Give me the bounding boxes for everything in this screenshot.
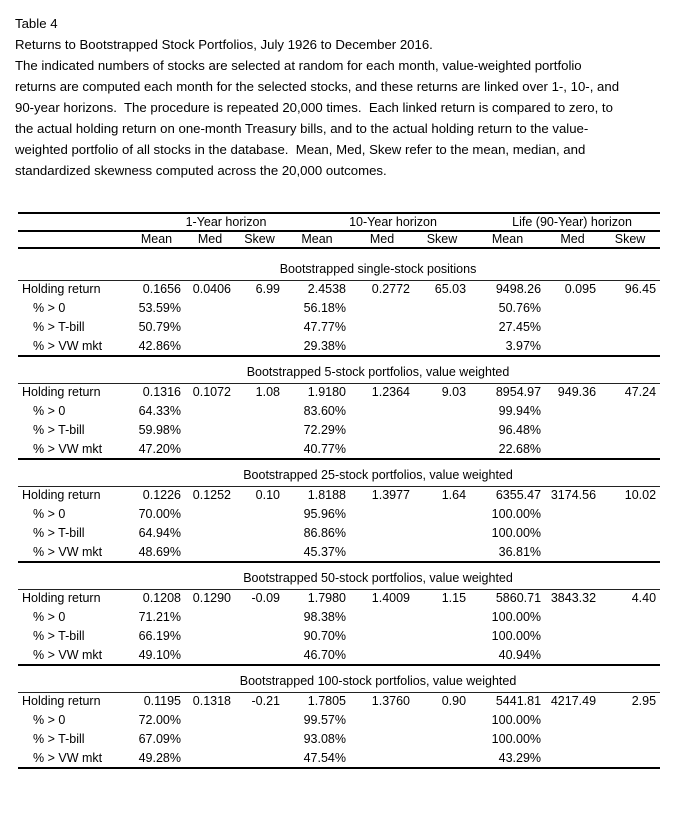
value-cell <box>185 318 235 337</box>
value-cell: 45.37% <box>284 543 350 562</box>
row-label: % > VW mkt <box>18 337 128 356</box>
section-title: Bootstrapped 100-stock portfolios, value weighted <box>18 672 660 692</box>
value-cell <box>545 627 600 646</box>
row-label: Holding return <box>22 385 101 400</box>
value-cell: 6.99 <box>255 282 280 297</box>
value-cell: 0.1656 <box>142 282 181 297</box>
value-cell: 65.03 <box>434 282 467 297</box>
row-label: % > 0 <box>33 301 66 315</box>
value-cell: 71.21% <box>138 610 181 624</box>
value-cell: 36.81% <box>470 543 545 562</box>
value-cell: 67.09% <box>138 732 181 746</box>
value-cell: 1.7980 <box>307 591 346 606</box>
row-label: % > VW mkt <box>18 749 128 768</box>
header-med-1yr: Med <box>185 231 235 248</box>
table-row <box>18 646 660 665</box>
value-cell <box>235 337 284 356</box>
value-cell <box>414 646 470 665</box>
row-label: % > 0 <box>33 404 66 418</box>
stat-header-row <box>18 231 660 248</box>
row-label: % > T-bill <box>33 423 85 437</box>
value-cell: 64.94% <box>138 526 181 540</box>
value-cell <box>235 730 284 749</box>
table-row <box>18 486 660 505</box>
value-cell <box>185 299 235 318</box>
section-spacer <box>18 356 660 363</box>
value-cell: 3843.32 <box>550 591 597 606</box>
value-cell <box>545 646 600 665</box>
value-cell: 100.00% <box>491 610 542 624</box>
value-cell <box>545 299 600 318</box>
value-cell <box>600 749 660 768</box>
value-cell: 83.60% <box>303 404 346 418</box>
value-cell <box>185 711 235 730</box>
table-row <box>18 711 660 730</box>
value-cell: 1.15 <box>441 591 467 606</box>
value-cell <box>545 730 600 749</box>
value-cell: 3174.56 <box>550 488 597 503</box>
value-cell: 47.20% <box>128 440 185 459</box>
value-cell: 50.76% <box>498 301 542 315</box>
table-row <box>18 318 660 337</box>
value-cell <box>600 608 660 627</box>
value-cell <box>545 543 600 562</box>
value-cell <box>600 505 660 524</box>
caption-line: the actual holding return on one-month Treasury bills, and to the actual holding return to the value- <box>15 121 589 136</box>
section-title: Bootstrapped 25-stock portfolios, value weighted <box>18 466 660 486</box>
value-cell <box>350 711 414 730</box>
table-row <box>18 627 660 646</box>
table-row <box>18 589 660 608</box>
row-label: % > T-bill <box>33 526 85 540</box>
section-title: Bootstrapped single-stock positions <box>18 260 660 280</box>
value-cell: 98.38% <box>303 610 346 624</box>
value-cell: 2.95 <box>631 694 657 709</box>
value-cell <box>185 505 235 524</box>
value-cell <box>414 749 470 768</box>
value-cell: 1.64 <box>441 488 467 503</box>
value-cell <box>414 402 470 421</box>
value-cell <box>350 440 414 459</box>
value-cell <box>600 299 660 318</box>
value-cell: 49.28% <box>128 749 185 768</box>
value-cell: 0.1226 <box>142 488 181 503</box>
value-cell: 40.77% <box>284 440 350 459</box>
row-label: % > 0 <box>33 610 66 624</box>
section-spacer <box>18 248 660 260</box>
value-cell <box>185 749 235 768</box>
caption-line: The indicated numbers of stocks are selected at random for each month, value-weighted portfolio <box>15 58 582 73</box>
value-cell <box>350 646 414 665</box>
value-cell <box>600 318 660 337</box>
value-cell: 100.00% <box>491 507 542 521</box>
value-cell: 0.1318 <box>192 694 231 709</box>
value-cell <box>545 608 600 627</box>
value-cell: 1.4009 <box>371 591 410 606</box>
value-cell <box>545 524 600 543</box>
value-cell <box>545 440 600 459</box>
row-label: % > T-bill <box>33 629 85 643</box>
row-label: % > 0 <box>33 507 66 521</box>
row-label: Holding return <box>22 591 101 606</box>
value-cell <box>185 646 235 665</box>
value-cell <box>235 711 284 730</box>
value-cell: 96.45 <box>624 282 657 297</box>
value-cell: 1.2364 <box>371 385 410 400</box>
table-caption <box>15 13 619 181</box>
value-cell <box>185 524 235 543</box>
value-cell <box>545 749 600 768</box>
value-cell <box>600 711 660 730</box>
value-cell: 96.48% <box>498 423 542 437</box>
table-row <box>18 730 660 749</box>
value-cell <box>600 646 660 665</box>
value-cell: 9498.26 <box>495 282 542 297</box>
section-title-row <box>18 260 660 280</box>
value-cell: 53.59% <box>138 301 181 315</box>
value-cell <box>545 402 600 421</box>
value-cell <box>600 543 660 562</box>
value-cell: 1.3977 <box>371 488 410 503</box>
table-title: Returns to Bootstrapped Stock Portfolios, July 1926 to December 2016. <box>15 37 433 52</box>
row-label: % > T-bill <box>33 320 85 334</box>
value-cell: 0.90 <box>441 694 467 709</box>
value-cell: 86.86% <box>303 526 346 540</box>
value-cell <box>414 299 470 318</box>
value-cell: 59.98% <box>138 423 181 437</box>
value-cell: 42.86% <box>128 337 185 356</box>
value-cell: 48.69% <box>128 543 185 562</box>
table-row <box>18 524 660 543</box>
value-cell <box>350 543 414 562</box>
value-cell <box>350 318 414 337</box>
value-cell <box>235 524 284 543</box>
value-cell <box>414 524 470 543</box>
value-cell: 0.0406 <box>192 282 231 297</box>
value-cell <box>185 337 235 356</box>
value-cell <box>350 299 414 318</box>
value-cell <box>235 646 284 665</box>
table-row <box>18 440 660 459</box>
value-cell: 10.02 <box>624 488 657 503</box>
value-cell <box>545 505 600 524</box>
value-cell: 46.70% <box>284 646 350 665</box>
value-cell: 5860.71 <box>495 591 542 606</box>
value-cell <box>414 318 470 337</box>
row-label: Holding return <box>22 488 101 503</box>
row-label: Holding return <box>22 282 101 297</box>
value-cell: 1.8188 <box>307 488 346 503</box>
value-cell <box>545 337 600 356</box>
row-label: % > VW mkt <box>18 440 128 459</box>
value-cell <box>545 711 600 730</box>
value-cell <box>350 627 414 646</box>
value-cell: 5441.81 <box>495 694 542 709</box>
value-cell: 93.08% <box>303 732 346 746</box>
value-cell <box>235 543 284 562</box>
value-cell <box>235 299 284 318</box>
value-cell: 47.24 <box>624 385 657 400</box>
value-cell <box>600 440 660 459</box>
value-cell: 99.94% <box>498 404 542 418</box>
row-label: % > 0 <box>33 713 66 727</box>
value-cell <box>414 337 470 356</box>
col-group-life: Life (90-Year) horizon <box>470 213 660 231</box>
value-cell <box>350 402 414 421</box>
section-title-row <box>18 466 660 486</box>
section-spacer <box>18 459 660 466</box>
value-cell: 949.36 <box>557 385 597 400</box>
value-cell <box>600 337 660 356</box>
value-cell: 64.33% <box>138 404 181 418</box>
caption-line: returns are computed each month for the selected stocks, and these returns are linked over 1-, 10-, and <box>15 79 620 94</box>
value-cell: 4.40 <box>631 591 657 606</box>
table-row <box>18 383 660 402</box>
row-label: Holding return <box>22 694 101 709</box>
value-cell <box>414 711 470 730</box>
value-cell: 8954.97 <box>495 385 542 400</box>
value-cell <box>350 730 414 749</box>
table-row <box>18 280 660 299</box>
value-cell <box>185 730 235 749</box>
table-row <box>18 299 660 318</box>
value-cell <box>235 749 284 768</box>
col-group-1-year: 1-Year horizon <box>128 213 284 231</box>
value-cell: 0.1316 <box>142 385 181 400</box>
table-number: Table 4 <box>15 16 58 31</box>
header-med-10yr: Med <box>350 231 414 248</box>
value-cell: 29.38% <box>284 337 350 356</box>
value-cell: 50.79% <box>138 320 181 334</box>
value-cell <box>414 608 470 627</box>
row-label: % > VW mkt <box>18 543 128 562</box>
value-cell <box>414 543 470 562</box>
section-spacer <box>18 562 660 569</box>
value-cell: 0.10 <box>255 488 280 503</box>
value-cell: 72.00% <box>138 713 181 727</box>
value-cell: 66.19% <box>138 629 181 643</box>
value-cell: 100.00% <box>491 629 542 643</box>
header-med-life: Med <box>545 231 600 248</box>
section-title-row <box>18 672 660 692</box>
value-cell: 47.54% <box>284 749 350 768</box>
value-cell <box>235 402 284 421</box>
returns-table <box>18 212 660 769</box>
value-cell: 1.3760 <box>371 694 410 709</box>
value-cell <box>600 524 660 543</box>
value-cell <box>600 627 660 646</box>
value-cell: 2.4538 <box>307 282 346 297</box>
section-title-row <box>18 569 660 589</box>
table-row <box>18 337 660 356</box>
value-cell: 0.095 <box>564 282 597 297</box>
table-row <box>18 402 660 421</box>
header-mean-life: Mean <box>470 231 545 248</box>
section-title-row <box>18 363 660 383</box>
value-cell: 0.2772 <box>371 282 410 297</box>
header-skew-life: Skew <box>600 231 660 248</box>
value-cell: 40.94% <box>470 646 545 665</box>
table-row <box>18 749 660 768</box>
row-label: % > T-bill <box>33 732 85 746</box>
value-cell: 4217.49 <box>550 694 597 709</box>
value-cell <box>235 505 284 524</box>
header-skew-1yr: Skew <box>235 231 284 248</box>
section-title: Bootstrapped 50-stock portfolios, value weighted <box>18 569 660 589</box>
value-cell: 0.1208 <box>142 591 181 606</box>
value-cell <box>185 608 235 627</box>
value-cell: 100.00% <box>491 713 542 727</box>
value-cell <box>414 440 470 459</box>
table-row <box>18 543 660 562</box>
col-group-10-year: 10-Year horizon <box>284 213 470 231</box>
value-cell: 0.1072 <box>192 385 231 400</box>
caption-line: weighted portfolio of all stocks in the database. Mean, Med, Skew refer to the mean, median, and <box>15 142 586 157</box>
value-cell: -0.09 <box>251 591 280 606</box>
value-cell <box>414 505 470 524</box>
value-cell <box>185 543 235 562</box>
table-row <box>18 505 660 524</box>
value-cell <box>235 608 284 627</box>
value-cell: 0.1252 <box>192 488 231 503</box>
caption-line: 90-year horizons. The procedure is repeated 20,000 times. Each linked return is compared to zero, to <box>15 100 613 115</box>
value-cell: 22.68% <box>470 440 545 459</box>
value-cell <box>414 730 470 749</box>
value-cell: 100.00% <box>491 732 542 746</box>
value-cell: 27.45% <box>498 320 542 334</box>
value-cell <box>185 627 235 646</box>
value-cell: 72.29% <box>303 423 346 437</box>
value-cell: 95.96% <box>303 507 346 521</box>
value-cell: 100.00% <box>491 526 542 540</box>
value-cell: 99.57% <box>303 713 346 727</box>
caption-line: standardized skewness computed across the 20,000 outcomes. <box>15 163 387 178</box>
value-cell: 56.18% <box>303 301 346 315</box>
value-cell <box>414 421 470 440</box>
table-row <box>18 421 660 440</box>
value-cell <box>350 524 414 543</box>
value-cell: 47.77% <box>303 320 346 334</box>
value-cell <box>600 730 660 749</box>
value-cell: 1.9180 <box>307 385 346 400</box>
header-mean-1yr: Mean <box>128 231 185 248</box>
value-cell <box>350 421 414 440</box>
table-row <box>18 608 660 627</box>
horizon-header-row <box>18 213 660 231</box>
row-label: % > VW mkt <box>18 646 128 665</box>
header-corner-cell <box>18 213 128 231</box>
value-cell <box>600 402 660 421</box>
header-skew-10yr: Skew <box>414 231 470 248</box>
value-cell: 49.10% <box>128 646 185 665</box>
value-cell: 70.00% <box>138 507 181 521</box>
value-cell <box>545 318 600 337</box>
value-cell: 9.03 <box>441 385 467 400</box>
header-corner-cell <box>18 231 128 248</box>
value-cell <box>350 337 414 356</box>
value-cell: 3.97% <box>470 337 545 356</box>
value-cell <box>350 749 414 768</box>
value-cell <box>414 627 470 646</box>
value-cell <box>235 440 284 459</box>
value-cell: 0.1290 <box>192 591 231 606</box>
value-cell: -0.21 <box>251 694 280 709</box>
table-row <box>18 692 660 711</box>
section-title: Bootstrapped 5-stock portfolios, value weighted <box>18 363 660 383</box>
header-mean-10yr: Mean <box>284 231 350 248</box>
value-cell <box>185 402 235 421</box>
value-cell: 1.08 <box>255 385 280 400</box>
value-cell: 43.29% <box>470 749 545 768</box>
value-cell <box>185 440 235 459</box>
value-cell: 1.7805 <box>307 694 346 709</box>
value-cell <box>235 318 284 337</box>
value-cell <box>235 627 284 646</box>
value-cell <box>235 421 284 440</box>
section-spacer <box>18 665 660 672</box>
value-cell <box>185 421 235 440</box>
value-cell <box>545 421 600 440</box>
value-cell: 6355.47 <box>495 488 542 503</box>
value-cell: 90.70% <box>303 629 346 643</box>
value-cell <box>350 505 414 524</box>
value-cell <box>600 421 660 440</box>
value-cell: 0.1195 <box>143 694 181 709</box>
value-cell <box>350 608 414 627</box>
